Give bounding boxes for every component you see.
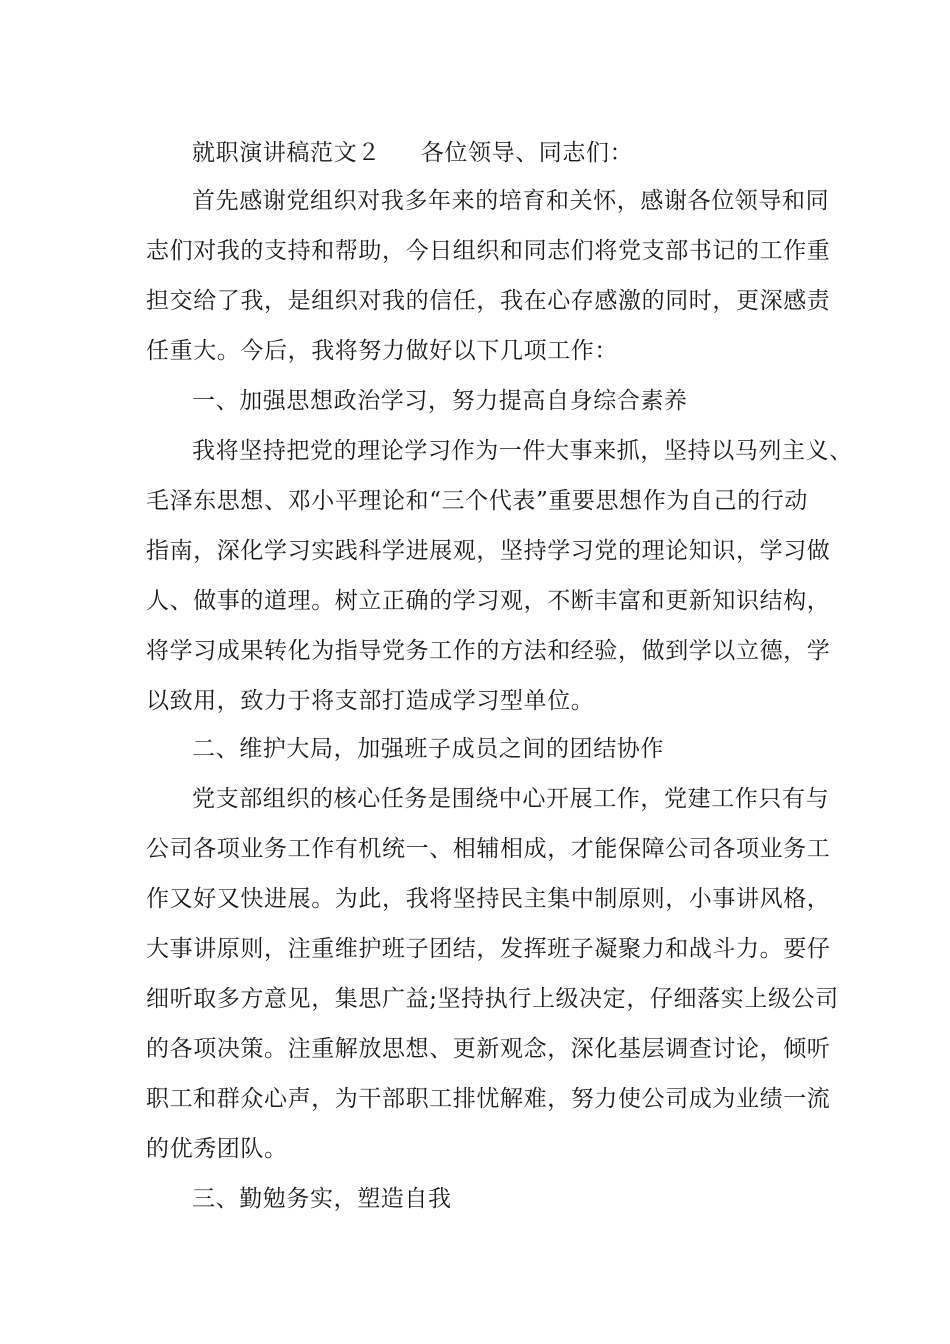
paragraph-line: 党支部组织的核心任务是围绕中心开展工作，党建工作只有与 [192, 786, 830, 812]
paragraph-line: 作又好又快进展。为此，我将坚持民主集中制原则，小事讲风格， [146, 886, 831, 912]
document-title: 就职演讲稿范文２ [192, 140, 381, 166]
paragraph-line: 的优秀团队。 [146, 1136, 288, 1162]
paragraph-line: 将学习成果转化为指导党务工作的方法和经验，做到学以立德，学 [146, 638, 831, 664]
salutation: 各位领导、同志们： [420, 140, 634, 166]
section-heading: 二、维护大局，加强班子成员之间的团结协作 [192, 736, 664, 762]
paragraph-line: 人、做事的道理。树立正确的学习观，不断丰富和更新知识结构， [146, 588, 831, 614]
paragraph-line: 公司各项业务工作有机统一、相辅相成，才能保障公司各项业务工 [146, 836, 831, 862]
section-heading: 一、加强思想政治学习，努力提高自身综合素养 [192, 388, 688, 414]
title-line [192, 138, 633, 168]
paragraph-line: 以致用，致力于将支部打造成学习型单位。 [146, 688, 595, 714]
paragraph-line: 职工和群众心声，为干部职工排忧解难，努力使公司成为业绩一流 [146, 1086, 831, 1112]
paragraph-line: 细听取多方意见，集思广益;坚持执行上级决定，仔细落实上级公司 [146, 986, 839, 1012]
paragraph-line: 任重大。今后，我将努力做好以下几项工作： [146, 338, 618, 364]
paragraph-line: 的各项决策。注重解放思想、更新观念，深化基层调查讨论，倾听 [146, 1036, 831, 1062]
paragraph-line: 担交给了我，是组织对我的信任，我在心存感激的同时，更深感责 [146, 288, 831, 314]
paragraph-line: 首先感谢党组织对我多年来的培育和关怀，感谢各位领导和同 [192, 188, 830, 214]
section-heading: 三、勤勉务实，塑造自我 [192, 1186, 452, 1212]
paragraph-line: 志们对我的支持和帮助，今日组织和同志们将党支部书记的工作重 [146, 238, 831, 264]
paragraph-line: 我将坚持把党的理论学习作为一件大事来抓，坚持以马列主义、 [192, 438, 853, 464]
paragraph-line: 大事讲原则，注重维护班子团结，发挥班子凝聚力和战斗力。要仔 [146, 936, 831, 962]
paragraph-line: 毛泽东思想、邓小平理论和“三个代表”重要思想作为自己的行动 [146, 488, 808, 514]
paragraph-line: 指南，深化学习实践科学进展观，坚持学习党的理论知识，学习做 [146, 538, 831, 564]
